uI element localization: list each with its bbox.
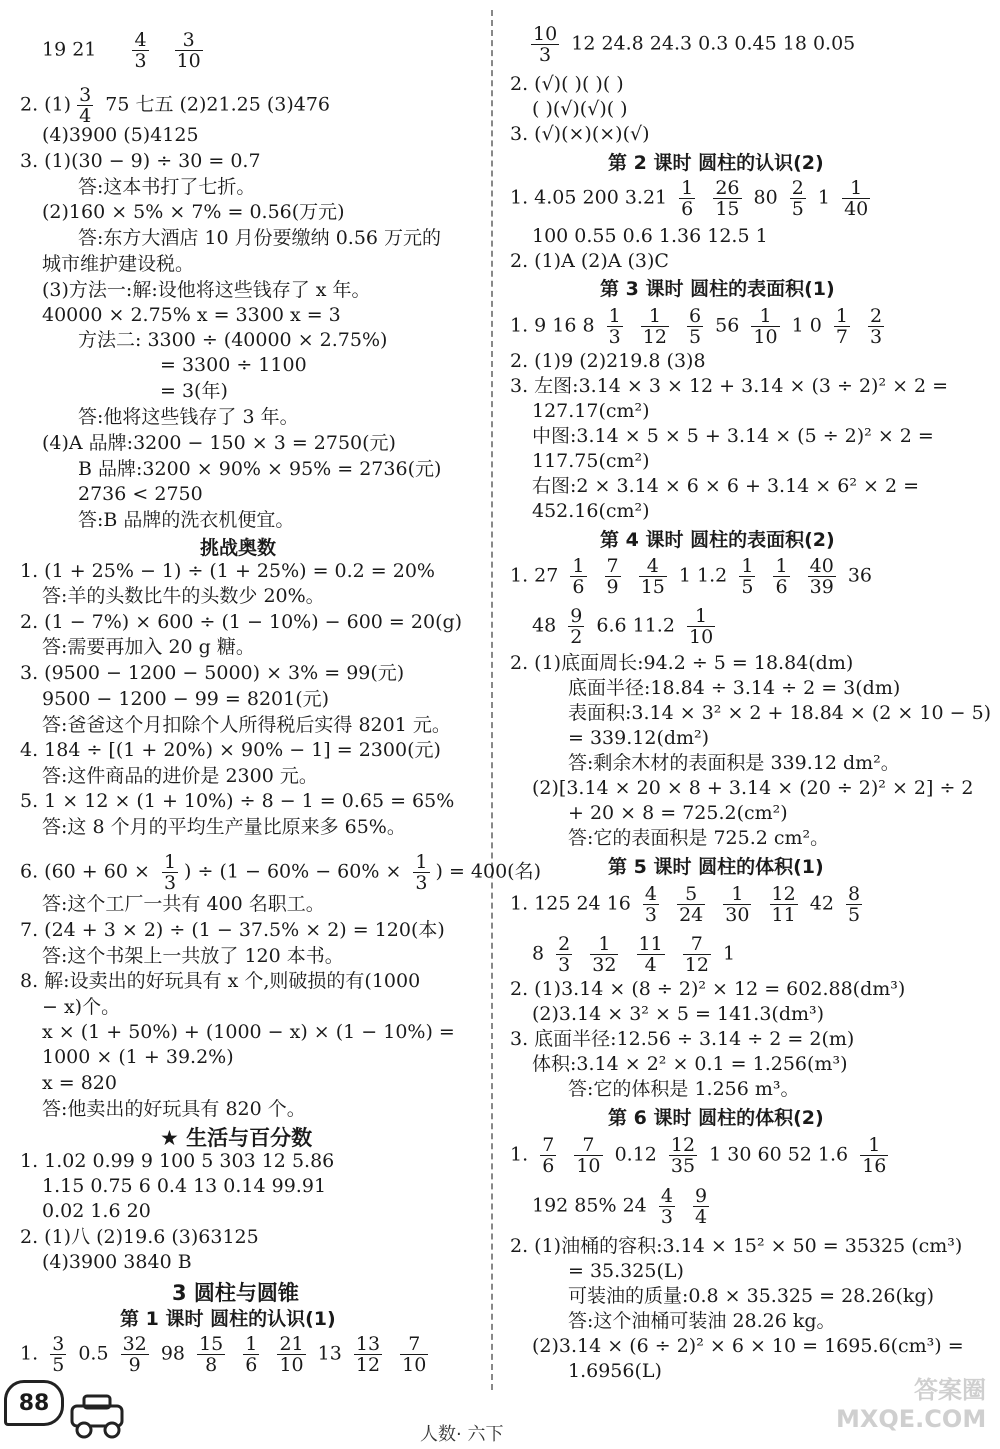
answer-line: (3)方法一:解:设他将这些钱存了 x 年。 bbox=[42, 279, 371, 301]
column-divider bbox=[491, 10, 493, 1390]
answer-line: 答:爸爸这个月扣除个人所得税后实得 8201 元。 bbox=[42, 714, 451, 736]
fraction: $\frac{1}{30}$ bbox=[725, 883, 750, 926]
answer-line: 2. (1)9 (2)219.8 (3)8 bbox=[510, 350, 706, 372]
fraction: $\frac{4}{3}$ bbox=[660, 1185, 673, 1228]
answer-line: 117.75(cm²) bbox=[532, 450, 650, 472]
answer-line: 3. (9500 − 1200 − 5000) × 3% = 99(元) bbox=[20, 662, 405, 684]
answer-line: 2. (1 − 7%) × 600 ÷ (1 − 10%) − 600 = 20(g) bbox=[20, 611, 463, 633]
answer-line: x × (1 + 50%) + (1000 − x) × (1 − 10%) = bbox=[42, 1021, 455, 1043]
answer-line: 1. 125 24 16 $\frac{4}{3}$ $\frac{5}{24}$ $\frac{1}{30}$ $\frac{12}{11}$ 42 $\frac{8}{5}$ bbox=[510, 883, 861, 926]
answer-line: 可装油的质量:0.8 × 35.325 = 28.26(kg) bbox=[568, 1285, 934, 1307]
answer-line: 答:这 8 个月的平均生产量比原来多 65%。 bbox=[42, 816, 406, 838]
answer-line: 答:他卖出的好玩具有 820 个。 bbox=[42, 1098, 306, 1120]
answer-line: 2. (1)油桶的容积:3.14 × 15² × 50 = 35325 (cm³) bbox=[510, 1235, 963, 1257]
answer-line: 2. (1)A (2)A (3)C bbox=[510, 250, 669, 272]
answer-line: 1000 × (1 + 39.2%) bbox=[42, 1046, 234, 1068]
answer-line: 答:需要再加入 20 g 糖。 bbox=[42, 636, 255, 658]
answer-text: 19 21 bbox=[42, 38, 97, 61]
fraction: $\frac{4}{3}$ bbox=[134, 29, 147, 72]
answer-line: 答:它的表面积是 725.2 cm²。 bbox=[568, 827, 830, 849]
answer-line bbox=[42, 30, 209, 71]
answer-line: − x)个。 bbox=[42, 996, 121, 1018]
answer-line: 1. 4.05 200 3.21 $\frac{1}{6}$ $\frac{26}{15}$ 80 $\frac{2}{5}$ 1 $\frac{1}{40}$ bbox=[510, 177, 869, 220]
answer-line: 2. (1)底面周长:94.2 ÷ 5 = 18.84(dm) bbox=[510, 652, 854, 674]
fraction: $\frac{3}{5}$ bbox=[52, 1333, 65, 1376]
fraction: $\frac{1}{3}$ bbox=[163, 851, 177, 894]
fraction: $\frac{8}{5}$ bbox=[848, 883, 861, 926]
fraction: $\frac{1}{40}$ bbox=[844, 177, 869, 220]
answer-line: 中图:3.14 × 5 × 5 + 3.14 × (5 ÷ 2)² × 2 = bbox=[532, 425, 934, 447]
lesson-heading: 第 3 课时 圆柱的表面积(1) bbox=[600, 278, 835, 300]
answer-line: 3. 底面半径:12.56 ÷ 3.14 ÷ 2 = 2(m) bbox=[510, 1028, 855, 1050]
fraction: $\frac{12}{35}$ bbox=[670, 1134, 696, 1177]
answer-line: 40000 × 2.75% x = 3300 x = 3 bbox=[42, 304, 341, 326]
answer-line: 1. 27 $\frac{1}{6}$ $\frac{7}{9}$ $\frac{4}{15}$ 1 1.2 $\frac{1}{5}$ $\frac{1}{6}$ $\frac{40}{39}$ 36 bbox=[510, 555, 873, 598]
fraction: $\frac{1}{12}$ bbox=[642, 305, 667, 348]
fraction: $\frac{4}{15}$ bbox=[640, 555, 665, 598]
fraction: $\frac{1}{10}$ bbox=[688, 605, 714, 648]
answer-line: (2)3.14 × (6 ÷ 2)² × 6 × 10 = 1695.6(cm³) = bbox=[532, 1335, 964, 1357]
lesson-heading: 第 4 课时 圆柱的表面积(2) bbox=[600, 529, 835, 551]
fraction: $\frac{7}{6}$ bbox=[542, 1134, 555, 1177]
fraction: $\frac{1}{6}$ bbox=[572, 555, 585, 598]
fraction: $\frac{11}{4}$ bbox=[638, 933, 663, 976]
answer-line: 1. $\frac{3}{5}$ 0.5 $\frac{32}{9}$ 98 $\frac{15}{8}$ $\frac{1}{6}$ $\frac{21}{10}$ 13 $\frac{13}{12}$ $\frac{7}{10}$ bbox=[20, 1333, 427, 1376]
fraction: $\frac{3}{4}$ bbox=[79, 84, 92, 127]
answer-line: 0.02 1.6 20 bbox=[42, 1200, 151, 1222]
answer-line: 1. (1 + 25% − 1) ÷ (1 + 25%) = 0.2 = 20% bbox=[20, 560, 435, 582]
answer-line: 1. $\frac{7}{6}$ $\frac{7}{10}$ 0.12 $\frac{12}{35}$ 1 30 60 52 1.6 $\frac{1}{16}$ bbox=[510, 1134, 887, 1177]
fraction: $\frac{1}{6}$ bbox=[245, 1333, 258, 1376]
answer-line: 1.15 0.75 6 0.4 13 0.14 99.91 bbox=[42, 1175, 327, 1197]
fraction: $\frac{13}{12}$ bbox=[355, 1333, 381, 1376]
lesson-heading: 第 1 课时 圆柱的认识(1) bbox=[120, 1308, 336, 1330]
answer-line: 城市维护建设税。 bbox=[42, 253, 195, 275]
answer-line: (4)A 品牌:3200 − 150 × 3 = 2750(元) bbox=[42, 432, 396, 454]
fraction: $\frac{2}{3}$ bbox=[870, 305, 883, 348]
answer-line: 答:这件商品的进价是 2300 元。 bbox=[42, 765, 318, 787]
fraction: $\frac{26}{15}$ bbox=[715, 177, 740, 220]
lesson-heading: 第 6 课时 圆柱的体积(2) bbox=[608, 1107, 824, 1129]
footer-text: 人数· 六下 bbox=[420, 1424, 504, 1445]
answer-line: 答:剩余木材的表面积是 339.12 dm²。 bbox=[568, 752, 900, 774]
answer-line: 答:他将这些钱存了 3 年。 bbox=[78, 406, 299, 428]
answer-line: 底面半径:18.84 ÷ 3.14 ÷ 2 = 3(dm) bbox=[568, 677, 901, 699]
fraction: $\frac{1}{3}$ bbox=[608, 305, 621, 348]
answer-line: 答:它的体积是 1.256 m³。 bbox=[568, 1078, 800, 1100]
answer-line: 3. 左图:3.14 × 3 × 12 + 3.14 × (3 ÷ 2)² × 2 = bbox=[510, 375, 949, 397]
fraction: $\frac{1}{6}$ bbox=[775, 555, 788, 598]
fraction: $\frac{2}{3}$ bbox=[558, 933, 571, 976]
answer-line: 3. (√)(×)(×)(√) bbox=[510, 123, 650, 145]
car-icon bbox=[64, 1390, 134, 1440]
answer-line: 表面积:3.14 × 3² × 2 + 18.84 × (2 × 10 − 5) bbox=[568, 702, 992, 724]
fraction: $\frac{7}{10}$ bbox=[402, 1333, 427, 1376]
answer-line: 2. (1)3.14 × (8 ÷ 2)² × 12 = 602.88(dm³) bbox=[510, 978, 906, 1000]
fraction: $\frac{1}{16}$ bbox=[862, 1134, 887, 1177]
answer-line: = 339.12(dm²) bbox=[568, 727, 710, 749]
fraction: $\frac{7}{9}$ bbox=[606, 555, 619, 598]
answer-line: 9500 − 1200 − 99 = 8201(元) bbox=[42, 688, 330, 710]
answer-line: 答:东方大酒店 10 月份要缴纳 0.56 万元的 bbox=[78, 227, 442, 249]
answer-line: 2736 < 2750 bbox=[78, 483, 203, 505]
fraction: $\frac{21}{10}$ bbox=[279, 1333, 304, 1376]
fraction: $\frac{40}{39}$ bbox=[809, 555, 834, 598]
answer-line: (2)160 × 5% × 7% = 0.56(万元) bbox=[42, 201, 345, 223]
answer-line: 8. 解:设卖出的好玩具有 x 个,则破损的有(1000 bbox=[20, 970, 421, 992]
answer-line: 192 85% 24 $\frac{4}{3}$ $\frac{9}{4}$ bbox=[532, 1185, 708, 1228]
answer-line: 右图:2 × 3.14 × 6 × 6 + 3.14 × 6² × 2 = bbox=[532, 475, 920, 497]
fraction: $\frac{6}{5}$ bbox=[689, 305, 702, 348]
answer-line: 2. (1) $\frac{3}{4}$ 75 七五 (2)21.25 (3)476 bbox=[20, 84, 331, 127]
section-heading: 挑战奥数 bbox=[200, 537, 277, 559]
fraction: $\frac{1}{7}$ bbox=[835, 305, 848, 348]
answer-line: (4)3900 3840 B bbox=[42, 1251, 192, 1273]
answer-line: 48 $\frac{9}{2}$ 6.6 11.2 $\frac{1}{10}$ bbox=[532, 605, 714, 648]
answer-line: 答:这个油桶可装油 28.26 kg。 bbox=[568, 1310, 836, 1332]
fraction: $\frac{7}{12}$ bbox=[684, 933, 709, 976]
watermark: 答案圈 MXQE.COM bbox=[836, 1376, 987, 1433]
fraction: $\frac{1}{10}$ bbox=[753, 305, 778, 348]
chapter-heading: 3 圆柱与圆锥 bbox=[172, 1281, 299, 1305]
fraction: $\frac{15}{8}$ bbox=[199, 1333, 224, 1376]
fraction: $\frac{1}{5}$ bbox=[741, 555, 754, 598]
answer-line: $\frac{10}{3}$ 12 24.8 24.3 0.3 0.45 18 0.05 bbox=[533, 23, 856, 66]
fraction: $\frac{7}{10}$ bbox=[576, 1134, 601, 1177]
lesson-heading: 第 2 课时 圆柱的认识(2) bbox=[608, 152, 824, 174]
fraction: $\frac{5}{24}$ bbox=[679, 883, 704, 926]
fraction: $\frac{32}{9}$ bbox=[122, 1333, 147, 1376]
page-number: 88 bbox=[4, 1380, 64, 1426]
lesson-heading: 第 5 课时 圆柱的体积(1) bbox=[608, 856, 824, 878]
answer-line: 答:羊的头数比牛的头数少 20%。 bbox=[42, 585, 325, 607]
answer-line: 8 $\frac{2}{3}$ $\frac{1}{32}$ $\frac{11}{4}$ $\frac{7}{12}$ 1 bbox=[532, 933, 736, 976]
answer-line: 答:这个书架上一共放了 120 本书。 bbox=[42, 945, 344, 967]
answer-line: B 品牌:3200 × 90% × 95% = 2736(元) bbox=[78, 458, 442, 480]
fraction: $\frac{1}{32}$ bbox=[592, 933, 617, 976]
answer-line: 答:这本书打了七折。 bbox=[78, 176, 256, 198]
answer-line: = 35.325(L) bbox=[568, 1260, 684, 1282]
answer-line: 452.16(cm²) bbox=[532, 500, 650, 522]
answer-line: + 20 × 8 = 725.2(cm²) bbox=[568, 802, 788, 824]
answer-line: (2)3.14 × 3² × 5 = 141.3(dm³) bbox=[532, 1003, 825, 1025]
fraction: $\frac{1}{3}$ bbox=[415, 851, 428, 894]
fraction: $\frac{4}{3}$ bbox=[644, 883, 658, 926]
answer-line: 3. (1)(30 − 9) ÷ 30 = 0.7 bbox=[20, 150, 261, 172]
answer-line: x = 820 bbox=[42, 1072, 117, 1094]
answer-line: 127.17(cm²) bbox=[532, 400, 650, 422]
answer-line: 2. (√)( )( )( ) bbox=[510, 73, 624, 95]
fraction: $\frac{9}{2}$ bbox=[570, 605, 583, 648]
answer-line: = 3300 ÷ 1100 bbox=[160, 354, 307, 376]
fraction: $\frac{12}{11}$ bbox=[771, 883, 796, 926]
answer-line: 4. 184 ÷ [(1 + 20%) × 90% − 1] = 2300(元) bbox=[20, 739, 441, 761]
answer-line: 5. 1 × 12 × (1 + 10%) ÷ 8 − 1 = 0.65 = 65% bbox=[20, 790, 455, 812]
fraction: $\frac{9}{4}$ bbox=[694, 1185, 708, 1228]
answer-line: 100 0.55 0.6 1.36 12.5 1 bbox=[532, 225, 768, 247]
answer-line: = 3(年) bbox=[160, 380, 228, 402]
answer-line: 1.6956(L) bbox=[568, 1360, 662, 1382]
answer-line: ( )(√)(√)( ) bbox=[532, 98, 628, 120]
answer-line: 体积:3.14 × 2² × 0.1 = 1.256(m³) bbox=[532, 1053, 848, 1075]
fraction: $\frac{2}{5}$ bbox=[791, 177, 804, 220]
answer-line: 答:B 品牌的洗衣机便宜。 bbox=[78, 509, 295, 531]
fraction: $\frac{1}{6}$ bbox=[681, 177, 694, 220]
answer-line: 6. (60 + 60 × $\frac{1}{3}$ ) ÷ (1 − 60% − 60% × $\frac{1}{3}$ ) = 400(名) bbox=[20, 851, 542, 894]
fraction: $\frac{3}{10}$ bbox=[176, 29, 201, 72]
answer-line: (4)3900 (5)4125 bbox=[42, 124, 199, 146]
answer-line: 答:这个工厂一共有 400 名职工。 bbox=[42, 893, 325, 915]
fraction: $\frac{10}{3}$ bbox=[533, 23, 558, 66]
section-heading: ★ 生活与百分数 bbox=[160, 1126, 313, 1150]
answer-line: 1. 9 16 8 $\frac{1}{3}$ $\frac{1}{12}$ $\frac{6}{5}$ 56 $\frac{1}{10}$ 1 0 $\frac{1}{7}$ $\frac{2}{3}$ bbox=[510, 305, 883, 348]
answer-line: (2)[3.14 × 20 × 8 + 3.14 × (20 ÷ 2)² × 2] ÷ 2 bbox=[532, 777, 974, 799]
answer-line: 2. (1)八 (2)19.6 (3)63125 bbox=[20, 1226, 259, 1248]
answer-line: 1. 1.02 0.99 9 100 5 303 12 5.86 bbox=[20, 1150, 335, 1172]
answer-line: 7. (24 + 3 × 2) ÷ (1 − 37.5% × 2) = 120(本) bbox=[20, 919, 445, 941]
answer-line: 方法二: 3300 ÷ (40000 × 2.75%) bbox=[78, 329, 388, 351]
